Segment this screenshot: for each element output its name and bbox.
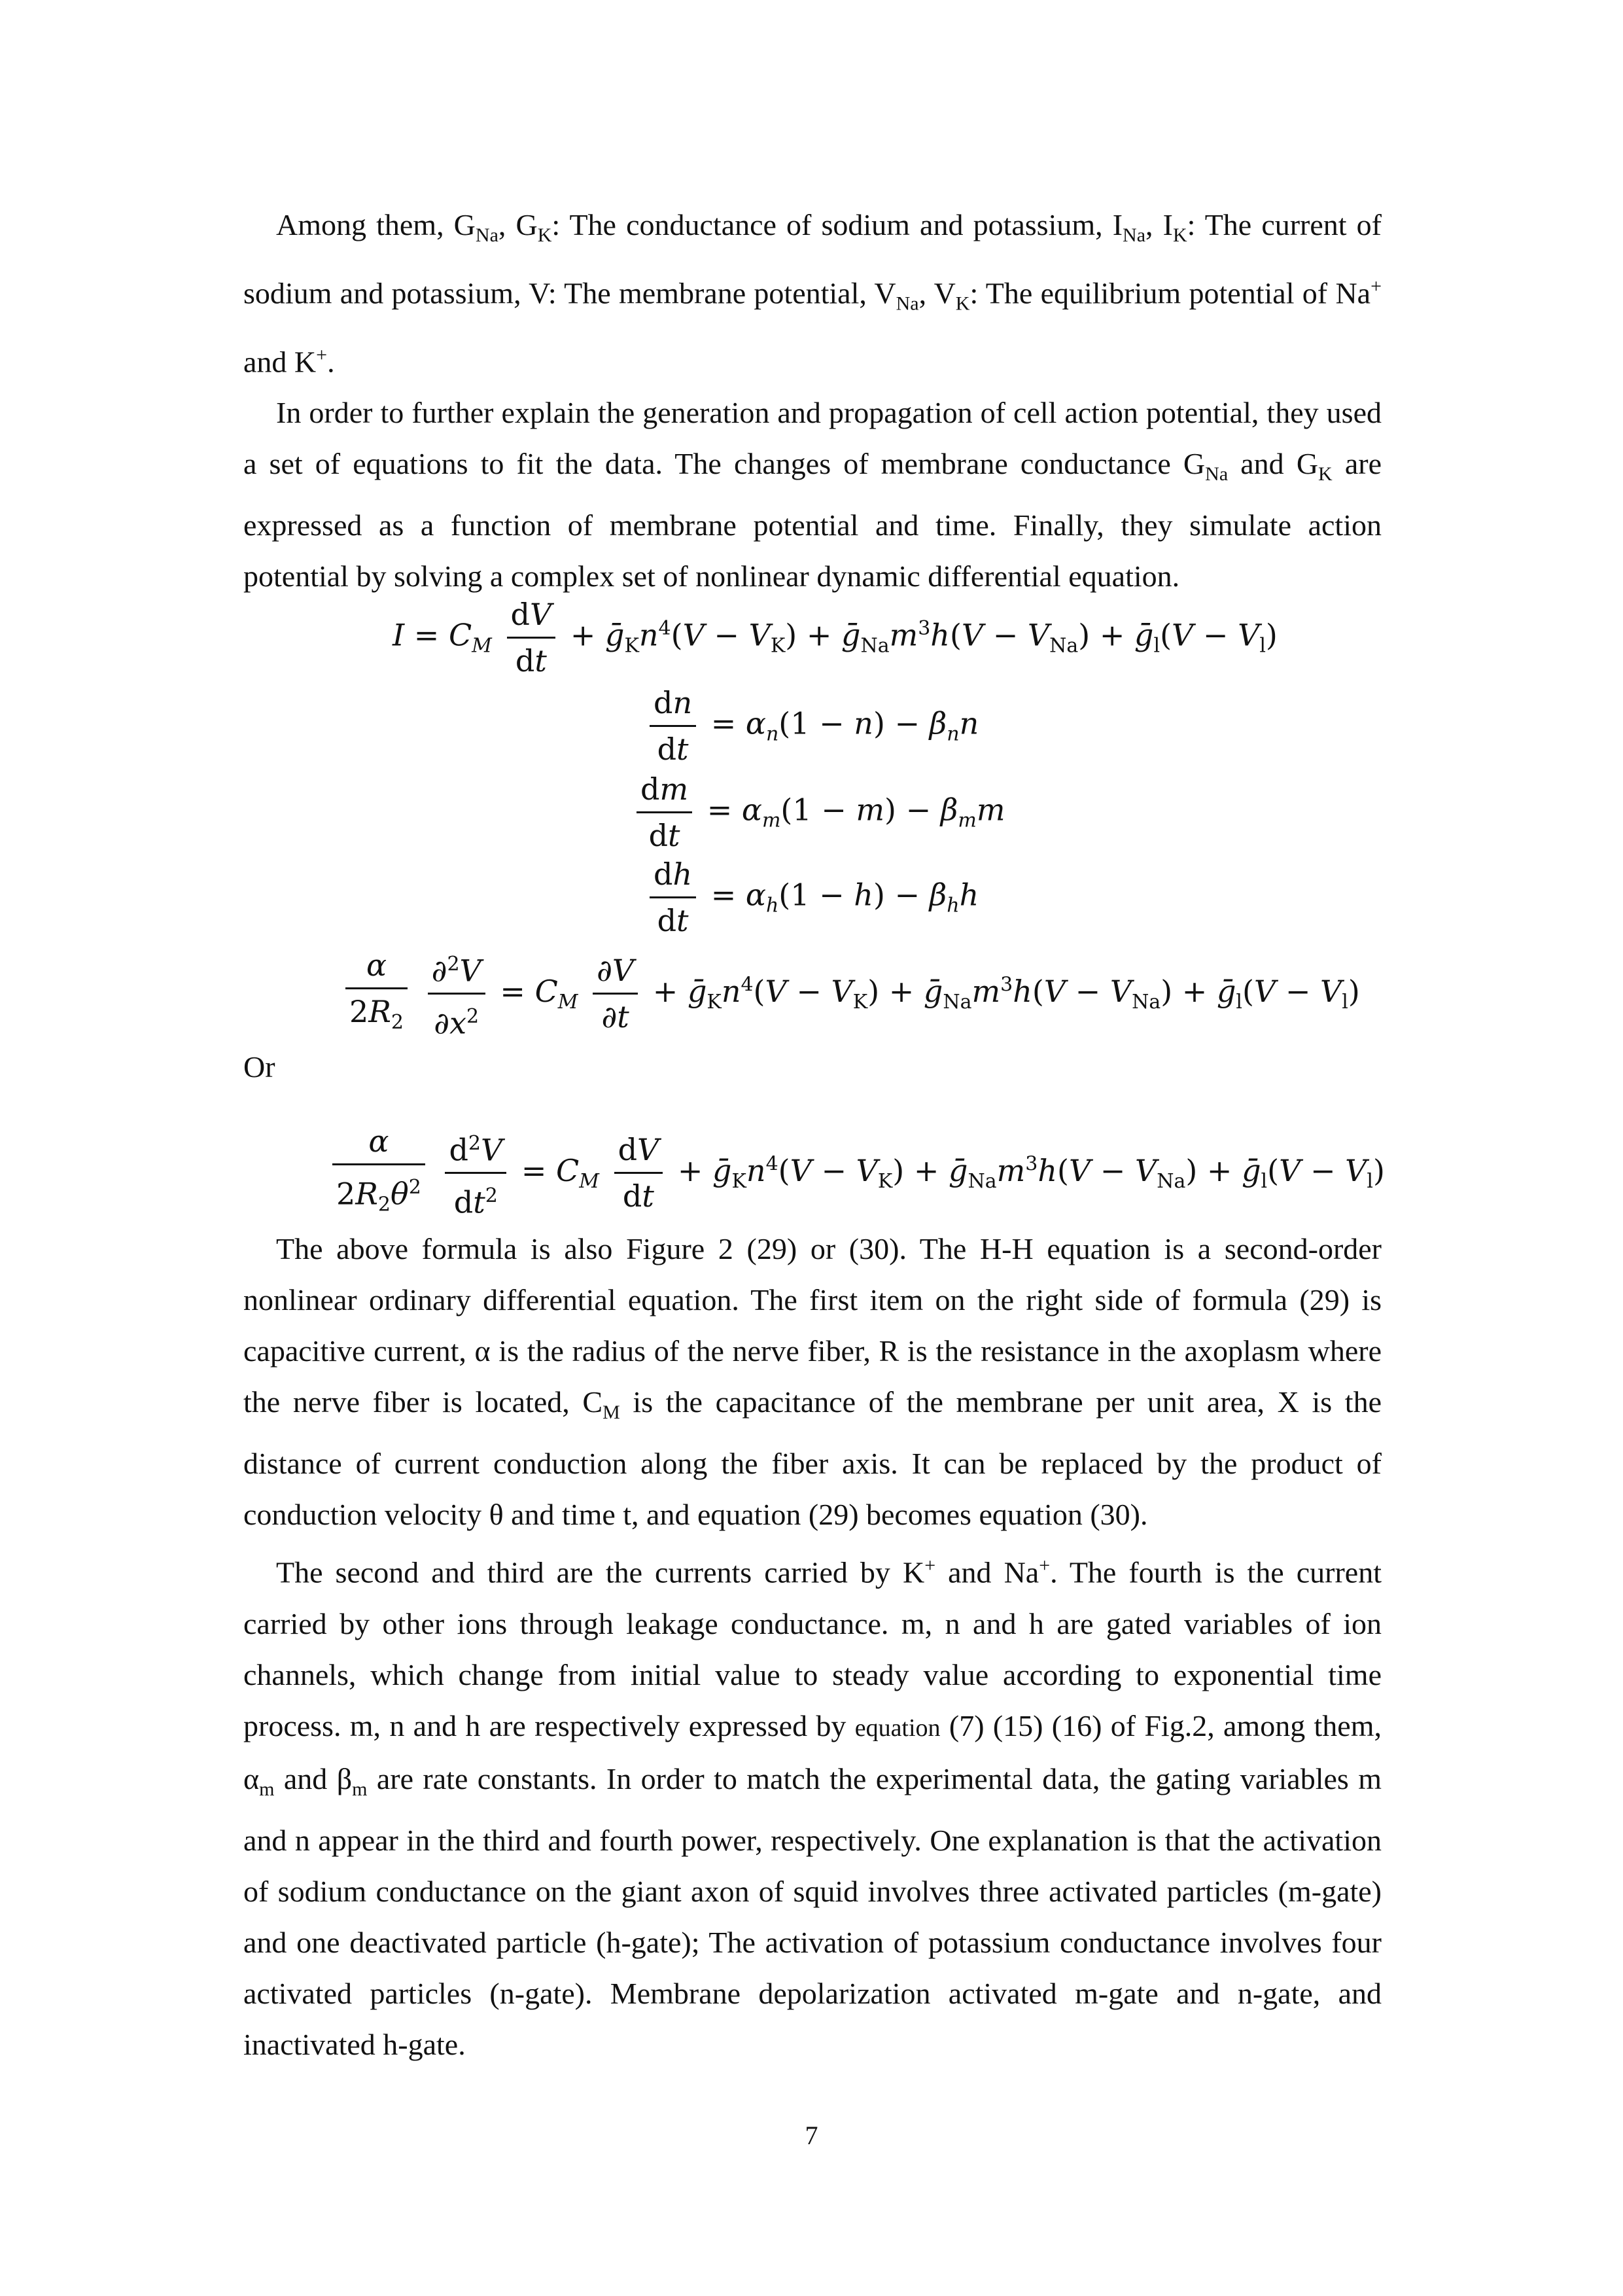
equation-dh-dt: $\frac{dh}{dt}$ = $\alpha_h(1 - h) - \beta_hh$ xyxy=(644,852,979,943)
explanation-paragraphs xyxy=(243,1224,1382,2070)
paragraph-gating: The second and third are the currents carried by K+ and Na+. The fourth is the current carried by other ions through leakage conductance. m, n and h are gated variables of ion channels, which change from initial value to steady value according to exponential time process. m, n and h are respectively expressed by equation (7) (15) (16) of Fig.2, among them, $\alpha_m$ and $\beta_m$ are rate constants. In order to match the experimental data, the gating variables m and n appear in the third and fourth power, respectively. One explanation is that the activation of sodium conductance on the giant axon of squid involves three activated particles (m-gate) and one deactivated particle (h-gate); The activation of potassium conductance involves four activated particles (n-gate). Membrane depolarization activated m-gate and n-gate, and inactivated h-gate. xyxy=(243,1555,1382,2061)
intro-paragraphs xyxy=(243,200,1382,602)
paragraph-equations-intro: In order to further explain the generation and propagation of cell action potential, they used a set of equations to fit the data. The changes of membrane conductance $G_{Na}$ and $G_K$ are expressed as a function of membrane potential and time. Finally, they simulate action potential by solving a complex set of nonlinear dynamic differential equation. xyxy=(243,396,1382,593)
equation-dm-dt: $\frac{dm}{dt}$ = $\alpha_m(1 - m) - \beta_mm$ xyxy=(631,767,1005,858)
equation-29: $\frac{\alpha}{2R_2}$ $\frac{\partial^2V}{\partial x^2}$ = $C_M$ $\frac{\partial V}{\partial t}$ + $ḡ_Kn^4(V - V_K)$ + $ḡ_{Na}m^3h(V - V_{Na})$ + ḡ$_l$(V − $V_l$) xyxy=(340,942,1360,1046)
page-number: 7 xyxy=(805,2121,818,2150)
paragraph-definitions: Among them, $G_{Na}$, $G_K$: The conductance of sodium and potassium, $I_{Na}$, $I_K$: The current of sodium and potassium, V: The membrane potential, $V_{Na}$, $V_K$: The equilibrium potential of Na+ and K+. xyxy=(243,208,1382,379)
or-label: Or xyxy=(243,1050,275,1084)
equation-current: $I = C_M$ $\frac{dV}{dt}$ + $ḡ_Kn^4(V - V_K)$ + $ḡ_{Na}m^3h(V - V_{Na})$ + ḡ$_l$(V − $V_l$) xyxy=(393,592,1278,683)
equation-dn-dt: $\frac{dn}{dt}$ = $\alpha_n(1 - n) - \beta_nn$ xyxy=(644,680,979,771)
equation-30: $\frac{\alpha}{2R_2\theta^2}$ $\frac{d^2V}{dt^2}$ = $C_M$ $\frac{dV}{dt}$ + $ḡ_Kn^4(V - V_K)$ + $ḡ_{Na}m^3h(V - V_{Na})$ + ḡ$_l$(V − $V_l$) xyxy=(327,1119,1385,1227)
paragraph-hh-equation: The above formula is also Figure 2 (29) or (30). The H-H equation is a second-order nonlinear ordinary differential equation. The first item on the right side of formula (29) is capacitive current, α is the radius of the nerve fiber, R is the resistance in the axoplasm where the nerve fiber is located, $C_M$ is the capacitance of the membrane per unit area, X is the distance of current conduction along the fiber axis. It can be replaced by the product of conduction velocity θ and time t, and equation (29) becomes equation (30). xyxy=(243,1232,1382,1532)
